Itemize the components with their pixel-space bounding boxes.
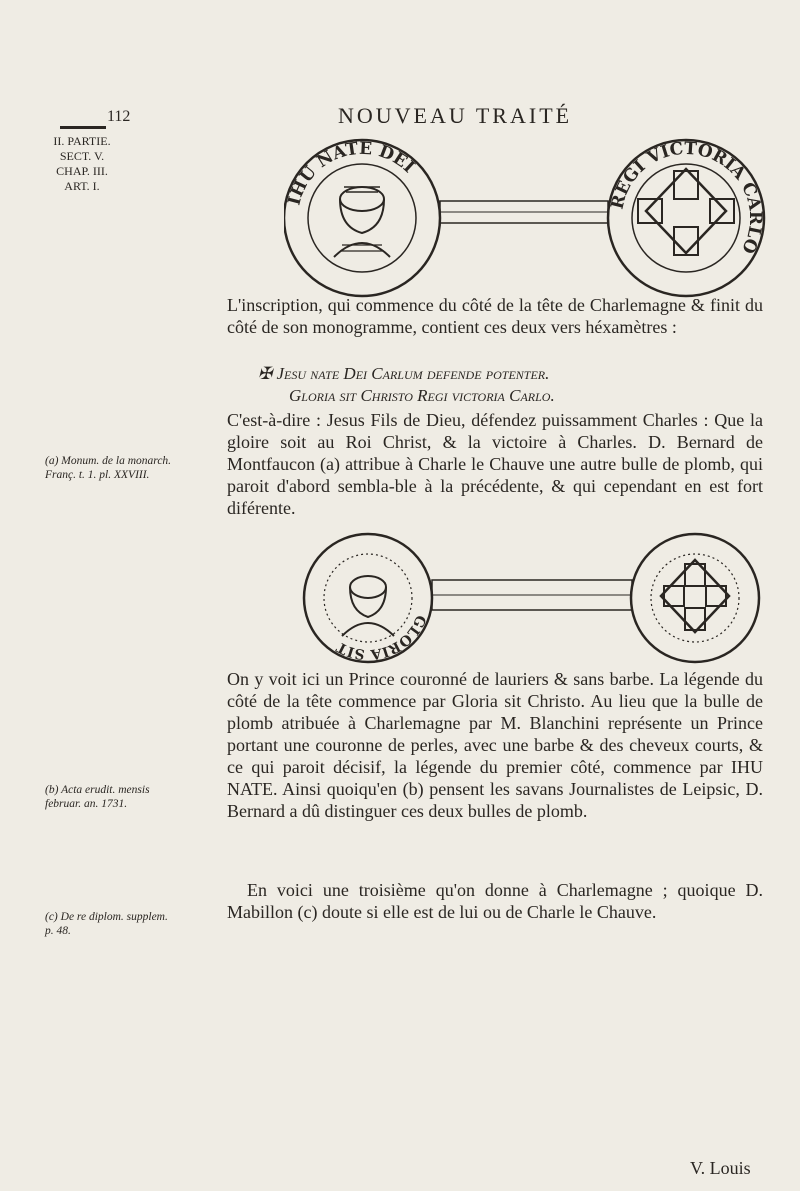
seal1-reverse-legend: REGI VICTORIA CARLO [607, 138, 766, 257]
margin-note-c: (c) De re diplom. supplem. p. 48. [45, 911, 168, 937]
paragraph-2: C'est-à-dire : Jesus Fils de Dieu, défendez puissamment Charles : Que la gloire soit au Roi Christ, & la victoire à Charles. D. Bernard de Montfaucon (a) attribue à Charle le Chauve une autre bulle de plomb, qui paroit d'abord sembla-ble à la précédente, & qui cependant en est fort diférente. [227, 410, 763, 518]
top-rule [60, 126, 106, 129]
paragraph-3: On y voit ici un Prince couronné de lauriers & sans barbe. La légende du côté de la tête commence par Gloria sit Christo. Au lieu que la bulle de plomb atribuée à Charlemagne par M. Blanchini représente un Prince portant une couronne de perles, avec une barbe & des cheveux courts, & ce qui paroit décisif, la légende du premier côté, commence par IHU NATE. Ainsi quoiqu'en (b) pensent les savans Journalistes de Leipsic, D. Bernard a dû distinguer ces deux bulles de plomb. [227, 669, 763, 821]
seal2-cord [432, 580, 632, 610]
side-reference [48, 134, 116, 194]
seal-illustration-1 [284, 137, 769, 299]
margin-note-a: (a) Monum. de la monarch. Franç. t. 1. pl. XXVIII. [45, 455, 172, 481]
seal1-cord [440, 201, 608, 223]
paragraph-1: L'inscription, qui commence du côté de la tête de Charlemagne & finit du côté de son monogramme, contient ces deux vers héxamètres : [227, 295, 763, 337]
side-ref-partie: II. PARTIE. [53, 134, 111, 148]
side-ref-sect: SECT. V. [59, 149, 105, 163]
seal-illustration-2 [302, 532, 762, 665]
verse-line-1: ✠ Jesu nate Dei Carlum defende potenter. [258, 364, 550, 383]
side-ref-art: ART. I. [64, 179, 100, 193]
seal2-reverse [631, 534, 759, 662]
seal2-obverse [304, 534, 432, 662]
catchword: V. Louis [690, 1158, 751, 1178]
verse-line-2: Gloria sit Christo Regi victoria Carlo. [289, 386, 555, 405]
margin-note-b: (b) Acta erudit. mensis februar. an. 1731. [45, 784, 150, 810]
seal2-obverse-legend: GLORIA SIT [334, 612, 429, 663]
side-ref-chap: CHAP. III. [56, 164, 108, 178]
paragraph-4: En voici une troisième qu'on donne à Charlemagne ; quoique D. Mabillon (c) doute si elle est de lui ou de Charle le Chauve. [227, 880, 763, 922]
page-number: 112 [107, 108, 131, 125]
running-title: NOUVEAU TRAITÉ [338, 103, 573, 128]
seal1-reverse [608, 139, 765, 296]
seal1-obverse [284, 139, 440, 296]
seal1-obverse-legend: IHU NATE DEI [284, 138, 419, 208]
